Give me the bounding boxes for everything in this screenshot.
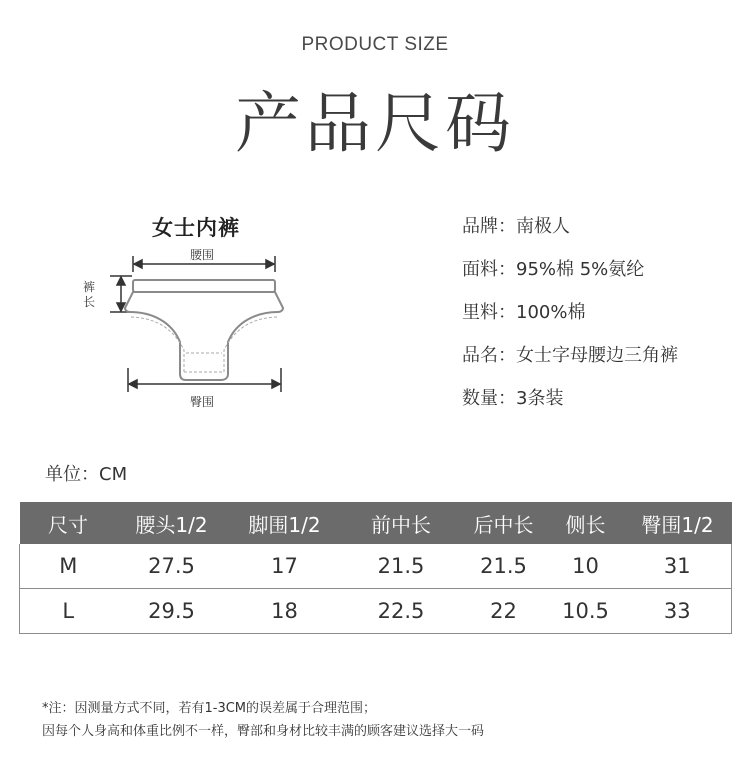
table-cell: 18 <box>227 589 343 634</box>
table-cell: 29.5 <box>117 589 227 634</box>
table-cell: 31 <box>624 544 732 589</box>
waist-label: 腰围 <box>190 248 215 262</box>
header-hip: 臀围1/2 <box>624 502 732 544</box>
table-cell: 22 <box>460 589 548 634</box>
size-table-header <box>20 502 732 544</box>
table-cell: 27.5 <box>117 544 227 589</box>
table-cell: 21.5 <box>460 544 548 589</box>
table-cell: 10 <box>548 544 624 589</box>
table-row <box>20 589 732 634</box>
table-cell: 33 <box>624 589 732 634</box>
header-waistband: 腰头1/2 <box>117 502 227 544</box>
table-cell: L <box>20 589 117 634</box>
header-back-rise: 后中长 <box>460 502 548 544</box>
diagram-title: 女士内裤 <box>152 216 240 240</box>
note-line-2: 因每个人身高和体重比例不一样，臀部和身材比较丰满的顾客建议选择大一码 <box>42 724 485 739</box>
unit-label: 单位：CM <box>45 464 128 485</box>
header-leg-opening: 脚围1/2 <box>227 502 343 544</box>
spec-quantity: 数量：3条装 <box>462 388 564 409</box>
spec-lining: 里料：100%棉 <box>462 302 586 323</box>
header-side-length: 侧长 <box>548 502 624 544</box>
table-cell: M <box>20 544 117 589</box>
header-size: 尺寸 <box>20 502 117 544</box>
spec-brand: 品牌：南极人 <box>462 216 570 237</box>
product-specs <box>462 213 678 428</box>
page-title: 产品尺码 <box>235 85 515 162</box>
note-line-1: *注：因测量方式不同，若有1-3CM的误差属于合理范围； <box>42 701 377 716</box>
header-front-rise: 前中长 <box>343 502 460 544</box>
size-table <box>19 502 732 634</box>
spec-fabric: 面料：95%棉 5%氨纶 <box>462 259 645 280</box>
table-cell: 10.5 <box>548 589 624 634</box>
product-size-subtitle: PRODUCT SIZE <box>301 34 449 55</box>
table-cell: 17 <box>227 544 343 589</box>
briefs-outline <box>125 280 283 380</box>
table-row <box>20 544 732 589</box>
table-cell: 21.5 <box>343 544 460 589</box>
length-label: 裤长 <box>82 280 95 309</box>
briefs-diagram <box>78 208 308 418</box>
spec-product-name: 品名：女士字母腰边三角裤 <box>462 345 678 366</box>
hip-label: 臀围 <box>190 395 215 409</box>
table-cell: 22.5 <box>343 589 460 634</box>
